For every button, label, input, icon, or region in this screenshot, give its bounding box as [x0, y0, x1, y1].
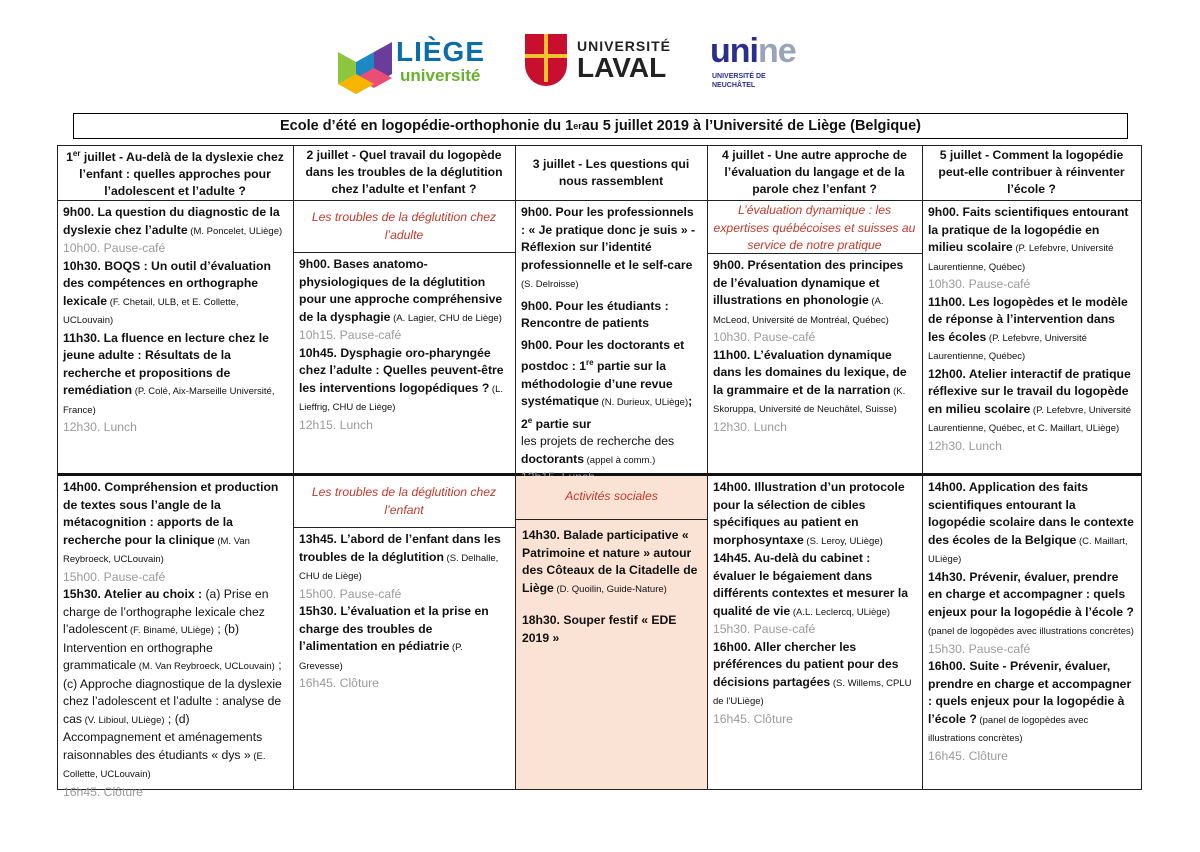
session-item: 15h30. L’évaluation et la prise en charge des troubles de l’alimentation en pédiatrie (P. Grevesse)	[299, 604, 489, 672]
session-item: 9h00. La question du diagnostic de la dyslexie chez l’adulte (M. Poncelet, ULiège)	[63, 205, 283, 237]
afternoon-day5	[922, 476, 1141, 789]
session-item: 9h00. Pour les doctorants et postdoc : 1re partie sur la méthodologie d’une revue systématique (N. Durieux, ULiège); 2e partie sur les projets de recherche des doctorants (appel à comm.)	[521, 337, 693, 466]
afternoon-day3	[516, 476, 707, 789]
coffee-break: 10h15. Pause-café	[299, 328, 402, 342]
coffee-break: 15h00. Pause-café	[63, 569, 166, 584]
morning-day3	[515, 201, 707, 473]
session-item: 14h00. Application des faits scientifiques entourant la logopédie scolaire dans le contexte des écoles de la Belgique (C. Maillart, ULiège)	[928, 480, 1134, 565]
session-item: 16h00. Aller chercher les préférences du patient pour des décisions partagées (S. Willems, CPLU de l’ULiège)	[713, 639, 912, 707]
laval-logo-line2: LAVAL	[577, 52, 667, 83]
morning-day1	[57, 201, 293, 473]
coffee-break: 15h30. Pause-café	[928, 641, 1031, 656]
closing: 16h45. Clôture	[713, 711, 793, 726]
lunch-break: 12h15. Lunch	[299, 417, 373, 432]
session-item: 9h00. Bases anatomo-physiologiques de la déglutition pour une approche compréhensive de la dysphagie (A. Lagier, CHU de Liège)	[299, 257, 503, 324]
neuchatel-university-logo	[710, 30, 810, 94]
theme-label: Les troubles de la déglutition chez l’adulte	[293, 201, 515, 253]
laval-shield-icon	[525, 34, 567, 86]
afternoon-day3-sessions	[516, 524, 707, 650]
theme-label: Activités sociales	[516, 476, 707, 520]
session-item: 11h00. Les logopèdes et le modèle de réponse à l’intervention dans les écoles (P. Lefebvre, Université Laurentienne, Québec)	[928, 294, 1128, 362]
closing: 16h45. Clôture	[299, 676, 379, 690]
coffee-break: 10h30. Pause-café	[928, 277, 1031, 291]
day-header-2: 2 juillet - Quel travail du logopède dans les troubles de la déglutition chez l’adulte et l’enfant ?	[305, 148, 503, 196]
session-item: 14h30. Balade participative « Patrimoine et nature » autour des Côteaux de la Citadelle de Liège (D. Quoilin, Guide-Nature)	[522, 528, 698, 595]
col-line	[1141, 145, 1142, 790]
lunch-break: 12h30. Lunch	[928, 438, 1002, 453]
lunch-break: 12h30. Lunch	[63, 420, 137, 434]
session-item: 10h30. BOQS : Un outil d’évaluation des compétences en orthographe lexicale (F. Chetail, ULB, et E. Collette, UCLouvain)	[63, 258, 271, 326]
session-item: 18h30. Souper festif « EDE 2019 »	[522, 613, 677, 645]
afternoon-day1	[57, 476, 293, 799]
lunch-break: 12h30. Lunch	[713, 419, 787, 434]
coffee-break: 10h00. Pause-café	[63, 241, 166, 255]
coffee-break: 15h00. Pause-café	[299, 586, 402, 601]
liege-cube-icon	[338, 34, 394, 100]
morning-day4	[707, 201, 922, 473]
session-item: 9h00. Pour les professionnels : « Je pratique donc je suis » - Réflexion sur l’identité professionnelle et le self-care (S. Delroisse)	[521, 205, 696, 290]
schedule-table	[57, 145, 1142, 799]
unine-subtitle: UNIVERSITÉ DE NEUCHÂTEL	[712, 73, 766, 89]
day-header-5: 5 juillet - Comment la logopédie peut-elle contribuer à réinventer l’école ?	[938, 148, 1125, 196]
closing: 16h45. Clôture	[928, 748, 1008, 763]
session-item: 12h00. Atelier interactif de pratique réflexive sur le travail du logopède en milieu scolaire (P. Lefebvre, Université Laurentienne, Québec, et C. Maillart, ULiège)	[928, 366, 1131, 434]
afternoon-day4	[707, 476, 922, 789]
liege-logo-line2: université	[400, 66, 481, 85]
session-item: 10h45. Dysphagie oro-pharyngée chez l’adulte : Quelles peuvent-être les interventions logopédiques ? (L. Lieffrig, CHU de Liège)	[299, 345, 504, 413]
logo-bar	[0, 30, 1200, 105]
liege-university-logo	[338, 30, 498, 100]
liege-logo-line1: LIÈGE	[396, 36, 486, 67]
session-item: 9h00. Pour les étudiants : Rencontre de patients	[521, 298, 669, 330]
session-item: 13h45. L’abord de l’enfant dans les troubles de la déglutition (S. Delhalle, CHU de Liège)	[299, 532, 501, 582]
theme-label: Les troubles de la déglutition chez l’enfant	[293, 476, 515, 528]
day-header-4: 4 juillet - Une autre approche de l’évaluation du langage et de la parole chez l’enfant ?	[722, 148, 907, 196]
morning-day4-sessions	[707, 254, 922, 439]
theme-label: L’évaluation dynamique : les expertises québécoises et suisses au service de notre pratique	[707, 201, 922, 254]
afternoon-day2-sessions	[293, 528, 515, 696]
laval-logo-line1: UNIVERSITÉ	[577, 38, 672, 54]
session-item: 11h30. La fluence en lecture chez le jeune adulte : Résultats de la recherche et propositions de remédiation (P. Colé, Aix-Marseille Université, France)	[63, 330, 275, 416]
closing: 16h45. Clôture	[63, 784, 143, 799]
morning-day2-sessions	[293, 253, 515, 437]
afternoon-day2	[293, 476, 515, 789]
day-header-3: 3 juillet - Les questions qui nous rassemblent	[532, 156, 690, 188]
day-header-1: 1er juillet - Au-delà de la dyslexie chez l’enfant : quelles approches pour l’adolescent et l’adulte ?	[66, 148, 284, 199]
session-item: 9h00. Présentation des principes de l’évaluation dynamique et illustrations en phonologie (A. McLeod, Université de Montréal, Québec)	[713, 258, 904, 326]
coffee-break: 15h30. Pause-café	[713, 622, 816, 636]
morning-day2	[293, 201, 515, 473]
session-item: 14h30. Prévenir, évaluer, prendre en charge et accompagner : quels enjeux pour la logopédie à l’école ? (panel de logopèdes avec illustrations concrètes)	[928, 569, 1134, 637]
session-item: 11h00. L’évaluation dynamique dans les domaines du lexique, de la grammaire et de la narration (K. Skoruppa, Université de Neuchâtel, Suisse)	[713, 347, 907, 415]
session-item: 15h30. Atelier au choix : (a) Prise en charge de l’orthographe lexicale chez l’adolescent (F. Binamé, ULiège) ; (b) Intervention en orthographe grammaticale (M. Van Reybroeck, UCLouvain) ; (c) Approche diagnostique de la dyslexie chez l’adolescent et l’adulte : analyse de cas (V. Libioul, ULiège) ; (d) Accompagnement et aménagements raisonnables des étudiants « dys » (E. Collette, UCLouvain)	[63, 587, 282, 780]
session-item: 14h45. Au-delà du cabinet : évaluer le bégaiement dans différents contextes et mesurer la qualité de vie (A.L. Leclercq, ULiège)	[713, 551, 909, 618]
coffee-break: 10h30. Pause-café	[713, 330, 816, 344]
session-item: 14h00. Illustration d’un protocole pour la sélection de cibles spécifiques au patient en morphosyntaxe (S. Leroy, ULiège)	[713, 480, 905, 547]
session-item: 14h00. Compréhension et production de textes sous l’angle de la métacognition : apports de la recherche pour la clinique (M. Van Reybroeck, UCLouvain)	[63, 480, 279, 565]
unine-wordmark: unine	[710, 32, 796, 70]
morning-day5	[922, 201, 1141, 473]
laval-university-logo	[525, 30, 670, 94]
page-title: Ecole d’été en logopédie-orthophonie du 1 er au 5 juillet 2019 à l’Université de Liège (Belgique)	[73, 113, 1128, 139]
session-item: 16h00. Suite - Prévenir, évaluer, prendre en charge et accompagner : quels enjeux pour la logopédie à l’école ? (panel de logopèdes avec illustrations concrètes)	[928, 659, 1132, 744]
session-item: 9h00. Faits scientifiques entourant la pratique de la logopédie en milieu scolaire (P. Lefebvre, Université Laurentienne, Québec)	[928, 205, 1129, 273]
